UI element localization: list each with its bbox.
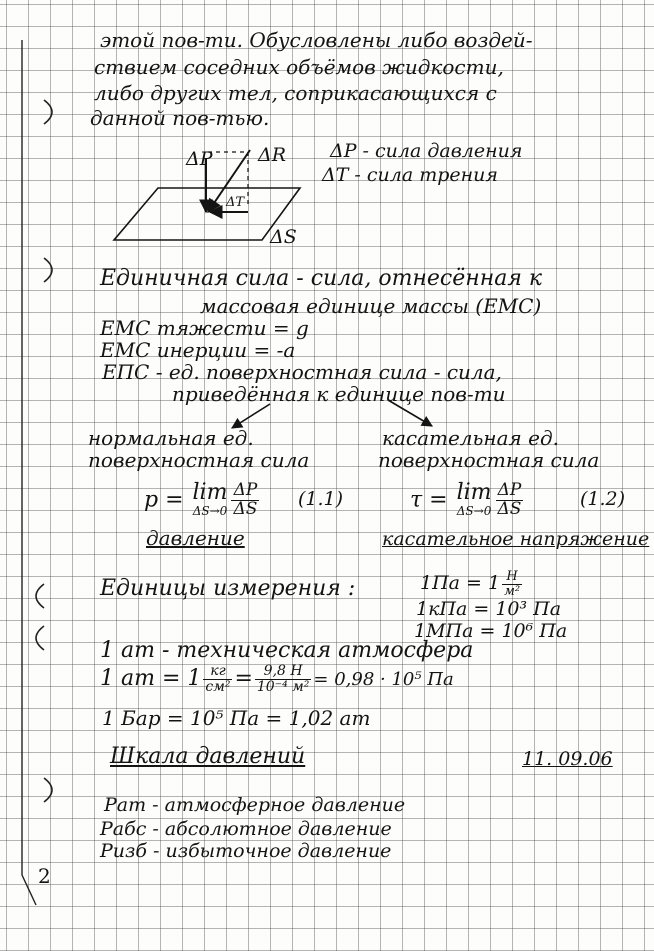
- atm-fraction-2: [255, 664, 312, 694]
- atm-den-1: см²: [205, 678, 231, 695]
- formula-1-num: ΔP: [233, 480, 258, 500]
- atm-eq-mid: =: [234, 666, 253, 692]
- atm-eq-lhs: 1 ат = 1: [100, 666, 202, 692]
- intro-line-2: ствием соседних объёмов жидкости,: [94, 55, 504, 79]
- formula-1-den: ΔS: [233, 498, 258, 519]
- pa-lhs: 1Па = 1: [420, 572, 501, 595]
- pa-den: м²: [504, 583, 521, 599]
- atm-num-2: 9,8 Н: [263, 663, 303, 679]
- formula-2-lim-sub: ΔS→0: [456, 504, 492, 519]
- formula-2-lim: lim: [456, 480, 492, 506]
- atm-num-1: кг: [210, 663, 226, 679]
- eps-line-1: ЕПС - ед. поверхностная сила - сила,: [102, 360, 502, 384]
- formula-1-caption: давление: [146, 526, 245, 550]
- formula-shear: [410, 482, 525, 519]
- page-number: 2: [38, 864, 51, 888]
- formula-2-caption: касательное напряжение: [382, 528, 650, 550]
- atm-den-2: 10⁻⁴ м²: [256, 678, 310, 695]
- pressure-atmospheric: Pат - атмосферное давление: [104, 794, 406, 816]
- tangent-unit-line-2: поверхностная сила: [378, 448, 600, 472]
- label-dT: ΔT: [226, 195, 245, 210]
- formula-1-lim: lim: [192, 480, 228, 506]
- legend-friction-force: ΔT - сила трения: [322, 164, 498, 186]
- atm-fraction-1: [203, 664, 232, 694]
- unit-force-line-2: массовая единице массы (ЕМС): [200, 294, 542, 318]
- unit-pascal: [420, 570, 524, 598]
- formula-2-limit: [457, 482, 492, 518]
- pressure-gauge: Pизб - избыточное давление: [100, 840, 392, 862]
- label-dS: ΔS: [270, 226, 297, 248]
- legend-pressure-force: ΔP - сила давления: [330, 140, 523, 162]
- formula-2-tag: (1.2): [580, 488, 626, 510]
- label-dR: ΔR: [258, 144, 287, 166]
- intro-line-3: либо других тел, соприкасающихся с: [94, 81, 497, 105]
- formula-1-lim-sub: ΔS→0: [192, 504, 228, 519]
- pa-num: Н: [506, 569, 518, 584]
- normal-unit-line-2: поверхностная сила: [88, 448, 310, 472]
- ems-inertia: ЕМС инерции = -a: [100, 338, 296, 362]
- units-heading: Единицы измерения :: [100, 576, 356, 601]
- formula-2-num: ΔP: [497, 480, 522, 500]
- intro-line-1: этой пов-ти. Обусловлены либо воздей-: [100, 28, 533, 52]
- unit-kilopascal: 1кПа = 10³ Па: [416, 598, 562, 620]
- formula-1-tag: (1.1): [298, 488, 344, 510]
- atm-definition: 1 ат - техническая атмосфера: [100, 638, 474, 663]
- formula-2-fraction: [496, 482, 524, 519]
- atm-eq-rhs: = 0,98 · 10⁵ Па: [313, 669, 454, 691]
- eps-line-2: приведённая к единице пов-ти: [172, 382, 506, 406]
- formula-1-lhs: p =: [144, 487, 191, 513]
- ems-gravity: ЕМС тяжести = g: [100, 316, 309, 340]
- pressure-absolute: Pабс - абсолютное давление: [100, 818, 392, 840]
- lecture-date: 11. 09.06: [522, 748, 613, 770]
- unit-megapascal: 1МПа = 10⁶ Па: [414, 620, 568, 642]
- normal-unit-line-1: нормальная ед.: [88, 426, 254, 450]
- formula-1-limit: [193, 482, 228, 518]
- formula-2-lhs: τ =: [410, 487, 455, 513]
- formula-pressure: [144, 482, 261, 519]
- pa-fraction: [502, 570, 522, 598]
- tangent-unit-line-1: касательная ед.: [382, 426, 559, 450]
- atm-equation: [100, 664, 454, 694]
- unit-force-line-1: Единичная сила - сила, отнесённая к: [100, 266, 543, 291]
- pressure-scale-heading: Шкала давлений: [110, 744, 306, 769]
- intro-line-4: данной пов-тью.: [90, 106, 270, 130]
- bar-equation: 1 Бар = 10⁵ Па = 1,02 ат: [102, 706, 371, 730]
- formula-2-den: ΔS: [497, 498, 522, 519]
- label-dP: ΔP: [186, 148, 213, 170]
- formula-1-fraction: [231, 482, 259, 519]
